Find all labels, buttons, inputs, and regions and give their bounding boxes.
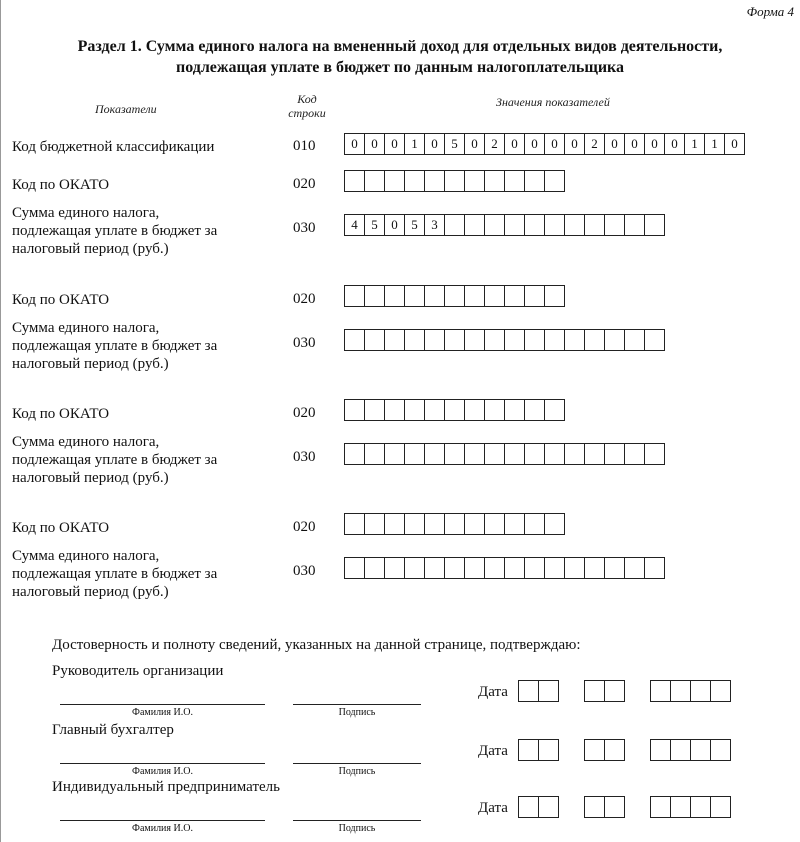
name-caption-2: Фамилия И.О.: [132, 766, 193, 777]
date-day-cells-3: [518, 796, 559, 818]
okato-cell-3-2[interactable]: [364, 399, 385, 421]
form-number: Форма 4: [746, 4, 794, 19]
sum-cells-2: [344, 329, 665, 351]
sum-cell-1-16[interactable]: [644, 214, 665, 236]
sum-cell-1-12[interactable]: [564, 214, 585, 236]
date-day-cell-3-1[interactable]: [518, 796, 539, 818]
date-month-cell-2-2[interactable]: [604, 739, 625, 761]
okato-cell-2-4[interactable]: [404, 285, 425, 307]
sum-cell-2-11[interactable]: [544, 329, 565, 351]
okato-cell-3-9[interactable]: [504, 399, 525, 421]
confirm-text: Достоверность и полноту сведений, указанных на данной странице, подтверждаю:: [52, 637, 581, 653]
header-code-line-2: строки: [288, 106, 326, 120]
sum-cell-4-13[interactable]: [584, 557, 605, 579]
header-indicators: Показатели: [95, 102, 157, 116]
sum-cell-1-10[interactable]: [524, 214, 545, 236]
sum-cell-3-8[interactable]: [484, 443, 505, 465]
sum-cell-3-10[interactable]: [524, 443, 545, 465]
sum-cell-3-1[interactable]: [344, 443, 365, 465]
date-day-cell-1-1[interactable]: [518, 680, 539, 702]
date-day-cell-2-2[interactable]: [538, 739, 559, 761]
sum-label-2-line-2: подлежащая уплате в бюджет за: [12, 338, 218, 354]
sum-cell-4-6[interactable]: [444, 557, 465, 579]
name-line-3[interactable]: [60, 820, 265, 821]
date-year-cell-1-2[interactable]: [670, 680, 691, 702]
date-month-cell-2-1[interactable]: [584, 739, 605, 761]
sum-cell-4-12[interactable]: [564, 557, 585, 579]
sum-label-4-line-3: налоговый период (руб.): [12, 584, 169, 600]
okato-cell-1-11[interactable]: [544, 170, 565, 192]
sum-row-code-3: 030: [293, 449, 316, 465]
okato-cells-4: [344, 513, 565, 535]
sum-row-code-4: 030: [293, 563, 316, 579]
sum-cell-3-12[interactable]: [564, 443, 585, 465]
date-year-cells-1: [650, 680, 731, 702]
name-line-1[interactable]: [60, 704, 265, 705]
kbk-cell-10[interactable]: 0: [524, 133, 545, 155]
okato-cell-1-8[interactable]: [484, 170, 505, 192]
sum-cell-3-2[interactable]: [364, 443, 385, 465]
okato-cell-3-8[interactable]: [484, 399, 505, 421]
sum-cell-1-1[interactable]: 4: [344, 214, 365, 236]
sum-cell-2-1[interactable]: [344, 329, 365, 351]
signature-line-2[interactable]: [293, 763, 421, 764]
signature-caption-1: Подпись: [338, 707, 376, 718]
sum-cell-1-7[interactable]: [464, 214, 485, 236]
sum-label-4-line-2: подлежащая уплате в бюджет за: [12, 566, 218, 582]
sum-cell-1-13[interactable]: [584, 214, 605, 236]
date-month-cell-3-2[interactable]: [604, 796, 625, 818]
sum-cell-3-11[interactable]: [544, 443, 565, 465]
kbk-cell-5[interactable]: 0: [424, 133, 445, 155]
name-line-2[interactable]: [60, 763, 265, 764]
date-label-1: Дата: [478, 684, 508, 700]
okato-cell-2-3[interactable]: [384, 285, 405, 307]
okato-cell-4-7[interactable]: [464, 513, 485, 535]
kbk-cell-1[interactable]: 0: [344, 133, 365, 155]
okato-cell-1-4[interactable]: [404, 170, 425, 192]
okato-cell-2-2[interactable]: [364, 285, 385, 307]
header-values: Значения показателей: [496, 95, 610, 109]
sum-label-1-line-1: Сумма единого налога,: [12, 205, 160, 221]
okato-cell-4-2[interactable]: [364, 513, 385, 535]
okato-row-code-1: 020: [293, 176, 316, 192]
sum-cell-3-9[interactable]: [504, 443, 525, 465]
okato-cells-2: [344, 285, 565, 307]
kbk-cell-19[interactable]: 1: [704, 133, 725, 155]
kbk-cell-4[interactable]: 1: [404, 133, 425, 155]
signature-caption-3: Подпись: [338, 823, 376, 834]
sum-cell-1-4[interactable]: 5: [404, 214, 425, 236]
okato-cell-4-9[interactable]: [504, 513, 525, 535]
sum-cells-4: [344, 557, 665, 579]
sum-cell-1-6[interactable]: [444, 214, 465, 236]
sum-cell-2-9[interactable]: [504, 329, 525, 351]
sum-label-3-line-2: подлежащая уплате в бюджет за: [12, 452, 218, 468]
okato-row-code-2: 020: [293, 291, 316, 307]
okato-cell-1-5[interactable]: [424, 170, 445, 192]
okato-cell-2-6[interactable]: [444, 285, 465, 307]
date-month-cells-3: [584, 796, 625, 818]
date-year-cell-2-1[interactable]: [650, 739, 671, 761]
okato-cell-3-7[interactable]: [464, 399, 485, 421]
sum-label-3-line-3: налоговый период (руб.): [12, 470, 169, 486]
sum-cell-1-5[interactable]: 3: [424, 214, 445, 236]
signature-line-1[interactable]: [293, 704, 421, 705]
signer-role-2: Главный бухгалтер: [52, 722, 174, 738]
kbk-cell-15[interactable]: 0: [624, 133, 645, 155]
sum-cell-2-16[interactable]: [644, 329, 665, 351]
okato-cell-2-10[interactable]: [524, 285, 545, 307]
sum-cell-4-1[interactable]: [344, 557, 365, 579]
sum-cell-2-10[interactable]: [524, 329, 545, 351]
okato-cell-4-1[interactable]: [344, 513, 365, 535]
sum-cell-4-10[interactable]: [524, 557, 545, 579]
kbk-cell-2[interactable]: 0: [364, 133, 385, 155]
sum-cell-4-16[interactable]: [644, 557, 665, 579]
sum-cell-4-7[interactable]: [464, 557, 485, 579]
kbk-cell-13[interactable]: 2: [584, 133, 605, 155]
kbk-row-code: 010: [293, 138, 316, 154]
okato-cell-1-2[interactable]: [364, 170, 385, 192]
kbk-cell-9[interactable]: 0: [504, 133, 525, 155]
sum-cell-3-7[interactable]: [464, 443, 485, 465]
sum-cell-3-15[interactable]: [624, 443, 645, 465]
sum-cell-2-7[interactable]: [464, 329, 485, 351]
sum-cell-1-14[interactable]: [604, 214, 625, 236]
sum-label-3: [12, 433, 217, 487]
sum-cell-4-14[interactable]: [604, 557, 625, 579]
okato-cell-4-8[interactable]: [484, 513, 505, 535]
date-month-cell-1-2[interactable]: [604, 680, 625, 702]
kbk-label: Код бюджетной классификации: [12, 139, 215, 155]
sum-cell-3-14[interactable]: [604, 443, 625, 465]
date-label-2: Дата: [478, 743, 508, 759]
okato-cell-3-5[interactable]: [424, 399, 445, 421]
date-month-cells-1: [584, 680, 625, 702]
sum-cell-1-8[interactable]: [484, 214, 505, 236]
sum-cell-4-5[interactable]: [424, 557, 445, 579]
okato-cell-2-7[interactable]: [464, 285, 485, 307]
date-year-cell-3-4[interactable]: [710, 796, 731, 818]
okato-cell-3-1[interactable]: [344, 399, 365, 421]
sum-cells-3: [344, 443, 665, 465]
sum-cell-3-5[interactable]: [424, 443, 445, 465]
sum-label-2: [12, 319, 217, 373]
sum-cell-1-11[interactable]: [544, 214, 565, 236]
kbk-cell-7[interactable]: 0: [464, 133, 485, 155]
okato-cell-1-10[interactable]: [524, 170, 545, 192]
kbk-cells: [344, 133, 745, 155]
okato-cell-4-10[interactable]: [524, 513, 545, 535]
date-day-cells-1: [518, 680, 559, 702]
page-left-rule: [0, 0, 1, 842]
sum-cell-1-2[interactable]: 5: [364, 214, 385, 236]
date-year-cell-2-2[interactable]: [670, 739, 691, 761]
header-code-line-1: Код: [297, 92, 317, 106]
sum-cell-4-11[interactable]: [544, 557, 565, 579]
sum-label-3-line-1: Сумма единого налога,: [12, 434, 160, 450]
signature-caption-2: Подпись: [338, 766, 376, 777]
date-day-cell-3-2[interactable]: [538, 796, 559, 818]
okato-cell-4-11[interactable]: [544, 513, 565, 535]
sum-cell-4-9[interactable]: [504, 557, 525, 579]
okato-label-3: Код по ОКАТО: [12, 406, 110, 422]
name-caption-1: Фамилия И.О.: [132, 707, 193, 718]
okato-cell-4-5[interactable]: [424, 513, 445, 535]
header-code: [282, 92, 332, 120]
signer-role-1: Руководитель организации: [52, 663, 224, 679]
okato-cell-2-1[interactable]: [344, 285, 365, 307]
okato-cell-1-9[interactable]: [504, 170, 525, 192]
sum-label-2-line-3: налоговый период (руб.): [12, 356, 169, 372]
date-year-cell-2-3[interactable]: [690, 739, 711, 761]
kbk-cell-11[interactable]: 0: [544, 133, 565, 155]
sum-cell-2-8[interactable]: [484, 329, 505, 351]
sum-row-code-1: 030: [293, 220, 316, 236]
sum-cell-1-15[interactable]: [624, 214, 645, 236]
kbk-cell-6[interactable]: 5: [444, 133, 465, 155]
date-month-cell-1-1[interactable]: [584, 680, 605, 702]
sum-label-2-line-1: Сумма единого налога,: [12, 320, 160, 336]
sum-cell-2-15[interactable]: [624, 329, 645, 351]
kbk-cell-20[interactable]: 0: [724, 133, 745, 155]
sum-cell-2-13[interactable]: [584, 329, 605, 351]
kbk-cell-17[interactable]: 0: [664, 133, 685, 155]
sum-cell-2-3[interactable]: [384, 329, 405, 351]
kbk-cell-3[interactable]: 0: [384, 133, 405, 155]
sum-label-4-line-1: Сумма единого налога,: [12, 548, 160, 564]
section-title-line-2: подлежащая уплате в бюджет по данным налогоплательщика: [175, 59, 625, 76]
okato-cell-3-6[interactable]: [444, 399, 465, 421]
sum-cell-2-12[interactable]: [564, 329, 585, 351]
kbk-cell-14[interactable]: 0: [604, 133, 625, 155]
okato-cell-3-11[interactable]: [544, 399, 565, 421]
signature-line-3[interactable]: [293, 820, 421, 821]
date-year-cell-3-2[interactable]: [670, 796, 691, 818]
date-day-cells-2: [518, 739, 559, 761]
sum-cell-4-15[interactable]: [624, 557, 645, 579]
date-year-cell-3-1[interactable]: [650, 796, 671, 818]
sum-label-1-line-3: налоговый период (руб.): [12, 241, 169, 257]
okato-cell-2-8[interactable]: [484, 285, 505, 307]
sum-cell-3-6[interactable]: [444, 443, 465, 465]
sum-label-1: [12, 204, 217, 258]
sum-label-1-line-2: подлежащая уплате в бюджет за: [12, 223, 218, 239]
sum-cell-4-8[interactable]: [484, 557, 505, 579]
date-year-cell-1-4[interactable]: [710, 680, 731, 702]
okato-cell-1-7[interactable]: [464, 170, 485, 192]
date-year-cells-3: [650, 796, 731, 818]
sum-cell-2-5[interactable]: [424, 329, 445, 351]
name-caption-3: Фамилия И.О.: [132, 823, 193, 834]
date-month-cell-3-1[interactable]: [584, 796, 605, 818]
okato-cell-2-5[interactable]: [424, 285, 445, 307]
sum-cell-4-3[interactable]: [384, 557, 405, 579]
okato-cell-1-6[interactable]: [444, 170, 465, 192]
date-day-cell-1-2[interactable]: [538, 680, 559, 702]
okato-cell-3-3[interactable]: [384, 399, 405, 421]
okato-row-code-4: 020: [293, 519, 316, 535]
kbk-cell-16[interactable]: 0: [644, 133, 665, 155]
okato-cell-4-4[interactable]: [404, 513, 425, 535]
kbk-cell-12[interactable]: 0: [564, 133, 585, 155]
okato-cell-1-3[interactable]: [384, 170, 405, 192]
okato-label-4: Код по ОКАТО: [12, 520, 110, 536]
date-label-3: Дата: [478, 800, 508, 816]
date-year-cell-3-3[interactable]: [690, 796, 711, 818]
sum-cell-2-2[interactable]: [364, 329, 385, 351]
okato-cell-4-6[interactable]: [444, 513, 465, 535]
okato-cell-1-1[interactable]: [344, 170, 365, 192]
date-year-cells-2: [650, 739, 731, 761]
sum-cell-1-3[interactable]: 0: [384, 214, 405, 236]
sum-cell-2-4[interactable]: [404, 329, 425, 351]
sum-cell-4-2[interactable]: [364, 557, 385, 579]
okato-row-code-3: 020: [293, 405, 316, 421]
sum-cell-2-6[interactable]: [444, 329, 465, 351]
sum-cell-3-4[interactable]: [404, 443, 425, 465]
section-title: [0, 36, 800, 78]
okato-label-1: Код по ОКАТО: [12, 177, 110, 193]
okato-cell-3-10[interactable]: [524, 399, 545, 421]
sum-cell-3-13[interactable]: [584, 443, 605, 465]
sum-cell-3-3[interactable]: [384, 443, 405, 465]
date-year-cell-1-3[interactable]: [690, 680, 711, 702]
okato-cells-3: [344, 399, 565, 421]
date-year-cell-1-1[interactable]: [650, 680, 671, 702]
okato-label-2: Код по ОКАТО: [12, 292, 110, 308]
kbk-cell-8[interactable]: 2: [484, 133, 505, 155]
okato-cell-2-11[interactable]: [544, 285, 565, 307]
kbk-cell-18[interactable]: 1: [684, 133, 705, 155]
sum-row-code-2: 030: [293, 335, 316, 351]
date-year-cell-2-4[interactable]: [710, 739, 731, 761]
okato-cells-1: [344, 170, 565, 192]
sum-cell-3-16[interactable]: [644, 443, 665, 465]
sum-label-4: [12, 547, 217, 601]
okato-cell-2-9[interactable]: [504, 285, 525, 307]
sum-cell-1-9[interactable]: [504, 214, 525, 236]
section-title-line-1: Раздел 1. Сумма единого налога на вмененный доход для отдельных видов деятельности,: [77, 38, 723, 55]
sum-cells-1: [344, 214, 665, 236]
date-day-cell-2-1[interactable]: [518, 739, 539, 761]
signer-role-3: Индивидуальный предприниматель: [52, 779, 280, 795]
date-month-cells-2: [584, 739, 625, 761]
sum-cell-2-14[interactable]: [604, 329, 625, 351]
okato-cell-3-4[interactable]: [404, 399, 425, 421]
okato-cell-4-3[interactable]: [384, 513, 405, 535]
sum-cell-4-4[interactable]: [404, 557, 425, 579]
